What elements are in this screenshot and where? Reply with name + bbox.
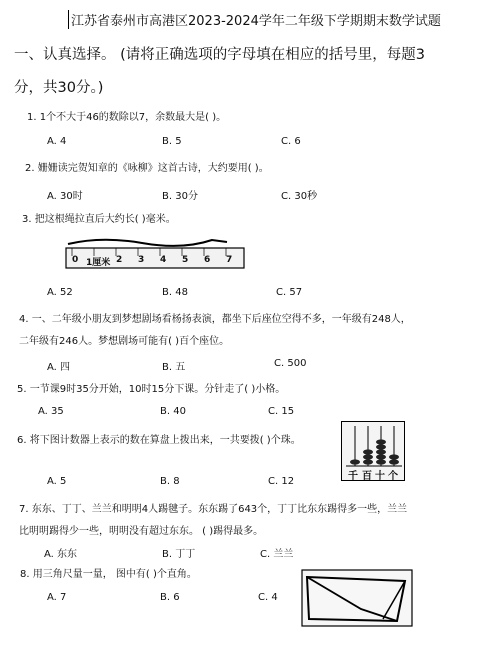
question-5: 5. 一节课9时35分开始，10时15分下课。分针走了( )小格。 xyxy=(17,384,286,395)
q7-option-c: C. 兰兰 xyxy=(260,549,294,560)
angle-figure xyxy=(301,569,413,627)
q3-option-a: A. 52 xyxy=(47,287,73,298)
question-1: 1. 1个不大于46的数除以7，余数最大是( )。 xyxy=(27,112,227,123)
page-title: 江苏省泰州市高港区2023-2024学年二年级下学期期末数学试题 xyxy=(68,10,441,29)
ruler-label-2: 2 xyxy=(116,255,123,265)
question-4-cont: 二年级有246人。梦想剧场可能有( )百个座位。 xyxy=(19,336,230,347)
q2-option-b: B. 30分 xyxy=(162,191,198,202)
q4-option-b: B. 五 xyxy=(162,362,186,373)
q1-option-c: C. 6 xyxy=(281,136,301,147)
q6-option-c: C. 12 xyxy=(268,476,295,487)
q3-option-b: B. 48 xyxy=(162,287,188,298)
abacus-label-tens: 十 xyxy=(375,471,385,482)
q1-option-a: A. 4 xyxy=(47,136,67,147)
q8-option-a: A. 7 xyxy=(47,592,67,603)
abacus-figure xyxy=(341,421,405,481)
question-7-cont: 比明明踢得少一些，明明没有超过东东。 ( )踢得最多。 xyxy=(19,526,264,537)
q2-option-a: A. 30时 xyxy=(47,191,83,202)
abacus-label-ones: 个 xyxy=(388,471,398,482)
section-heading: 一、认真选择。 (请将正确选项的字母填在相应的括号里，每题3 xyxy=(14,47,425,63)
q5-option-b: B. 40 xyxy=(160,406,186,417)
ruler-label-1: 1厘米 xyxy=(86,258,111,268)
q6-option-b: B. 8 xyxy=(160,476,180,487)
q8-option-c: C. 4 xyxy=(258,592,278,603)
q7-option-a: A. 东东 xyxy=(44,549,78,560)
abacus-label-hundreds: 百 xyxy=(362,471,372,482)
angle-shape-icon xyxy=(301,569,413,627)
question-3: 3. 把这根绳拉直后大约长( )毫米。 xyxy=(22,214,176,225)
q5-option-c: C. 15 xyxy=(268,406,295,417)
q7-option-b: B. 丁丁 xyxy=(162,549,196,560)
question-2: 2. 姗姗读完贺知章的《咏柳》这首古诗，大约要用( )。 xyxy=(25,163,269,174)
abacus-label-thousands: 千 xyxy=(348,471,358,482)
q8-option-b: B. 6 xyxy=(160,592,180,603)
question-4: 4. 一、二年级小朋友到梦想剧场看杨扬表演，都坐下后座位空得不多，一年级有248人， xyxy=(19,314,411,325)
question-7: 7. 东东、丁丁、兰兰和明明4人踢毽子。东东踢了643个，丁丁比东东踢得多一些，兰兰 xyxy=(19,504,408,515)
ruler-figure xyxy=(62,234,248,270)
q1-option-b: B. 5 xyxy=(162,136,182,147)
ruler-label-0: 0 xyxy=(72,255,79,265)
section-heading-cont: 分，共30分。) xyxy=(14,80,104,96)
question-6: 6. 将下图计数器上表示的数在算盘上拨出来，一共要拨( )个珠。 xyxy=(17,435,301,446)
q2-option-c: C. 30秒 xyxy=(281,191,318,202)
q3-option-c: C. 57 xyxy=(276,287,303,298)
question-8: 8. 用三角尺量一量， 图中有( )个直角。 xyxy=(20,569,197,580)
ruler-label-5: 5 xyxy=(182,255,189,265)
q4-option-a: A. 四 xyxy=(47,362,71,373)
q6-option-a: A. 5 xyxy=(47,476,67,487)
ruler-label-6: 6 xyxy=(204,255,211,265)
ruler-label-4: 4 xyxy=(160,255,167,265)
ruler-label-3: 3 xyxy=(138,255,145,265)
q5-option-a: A. 35 xyxy=(38,406,64,417)
q4-option-c: C. 500 xyxy=(274,358,307,369)
ruler-label-7: 7 xyxy=(226,255,233,265)
